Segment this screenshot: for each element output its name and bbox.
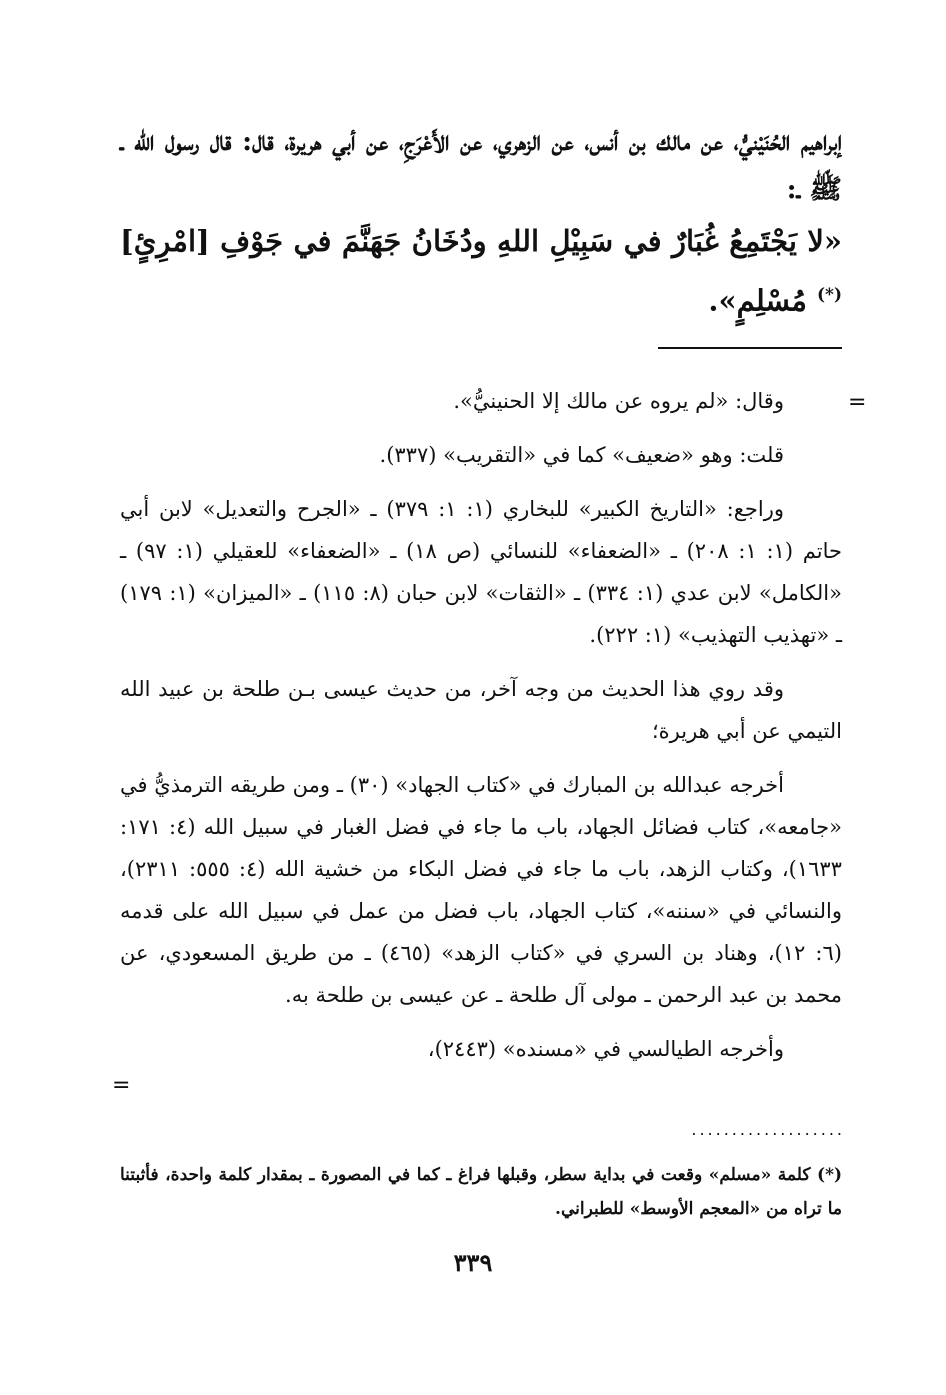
footnote-text: (*) كلمة «مسلم» وقعت في بداية سطر، وقبلها فراغ ـ كما في المصورة ـ بمقدار كلمة واحدة، فأثبتنا ما تراه من «المعجم الأوسط» للطبراني.	[120, 1165, 842, 1219]
note-paragraph-2: قلت: وهو «ضعيف» كما في «التقريب» (٣٣٧).	[379, 443, 784, 467]
note-paragraph-1: وقال: «لم يروه عن مالك إلا الحنينيُّ».	[453, 389, 784, 413]
footnote	[120, 1158, 842, 1226]
page-number: ٣٣٩	[453, 1248, 493, 1277]
hadith-ending: مُسْلِمٍ».	[708, 283, 807, 318]
note-paragraph-6: وأخرجه الطيالسي في «مسنده» (٢٤٤٣)،	[427, 1037, 784, 1061]
hadith-text	[120, 214, 842, 328]
chain-of-narration: إبراهيم الحُنَيْنيُّ، عن مالك بن أنس، عن الزهري، عن الأَعْرَجِ، عن أبي هريرة، قال: قال رسول الله ـ ﷺ ـ:	[120, 126, 842, 205]
hadith-main-text	[120, 118, 842, 328]
footnote-separator-dots: ...................	[691, 1120, 845, 1139]
section-divider	[658, 347, 842, 349]
continuation-mark-top: =	[848, 390, 867, 415]
note-paragraph-4: وقد روي هذا الحديث من وجه آخر، من حديث عيسى بـن طلحة بن عبيد الله التيمي عن أبي هريرة؛	[120, 677, 842, 743]
hadith-footnote-marker: (*)	[817, 285, 842, 305]
hadith-body: «لا يَجْتَمِعُ غُبَارٌ في سَبِيْلِ اللهِ ودُخَانُ جَهَنَّمَ في جَوْفِ [امْرِئٍ]	[120, 224, 842, 258]
continuation-mark-bottom: =	[112, 1073, 131, 1098]
commentary-notes	[120, 380, 842, 1082]
note-paragraph-3: وراجع: «التاريخ الكبير» للبخاري (١: ١: ٣٧٩) ـ «الجرح والتعديل» لابن أبي حاتم (١: ١: ٢٠٨) ـ «الضعفاء» للنسائي (ص ١٨) ـ «الضعفاء» للعقيلي (١: ٩٧) ـ «الكامل» لابن عدي (١: ٣٣٤) ـ «الثقات» لابن حبان (٨: ١١٥) ـ «الميزان» (١: ١٧٩) ـ «تهذيب التهذيب» (١: ٢٢٢).	[120, 497, 842, 647]
note-paragraph-5: أخرجه عبدالله بن المبارك في «كتاب الجهاد» (٣٠) ـ ومن طريقه الترمذيُّ في «جامعه»، كتاب فضائل الجهاد، باب ما جاء في فضل الغبار في سبيل الله (٤: ١٧١: ١٦٣٣)، وكتاب الزهد، باب ما جاء في فضل البكاء من خشية الله (٤: ٥٥٥: ٢٣١١)، والنسائي في «سننه»، كتاب الجهاد، باب فضل من عمل في سبيل الله على قدمه (٦: ١٢)، وهناد بن السري في «كتاب الزهد» (٤٦٥) ـ من طريق المسعودي، عن محمد بن عبد الرحمن ـ مولى آل طلحة ـ عن عيسى بن طلحة به.	[120, 773, 842, 1007]
